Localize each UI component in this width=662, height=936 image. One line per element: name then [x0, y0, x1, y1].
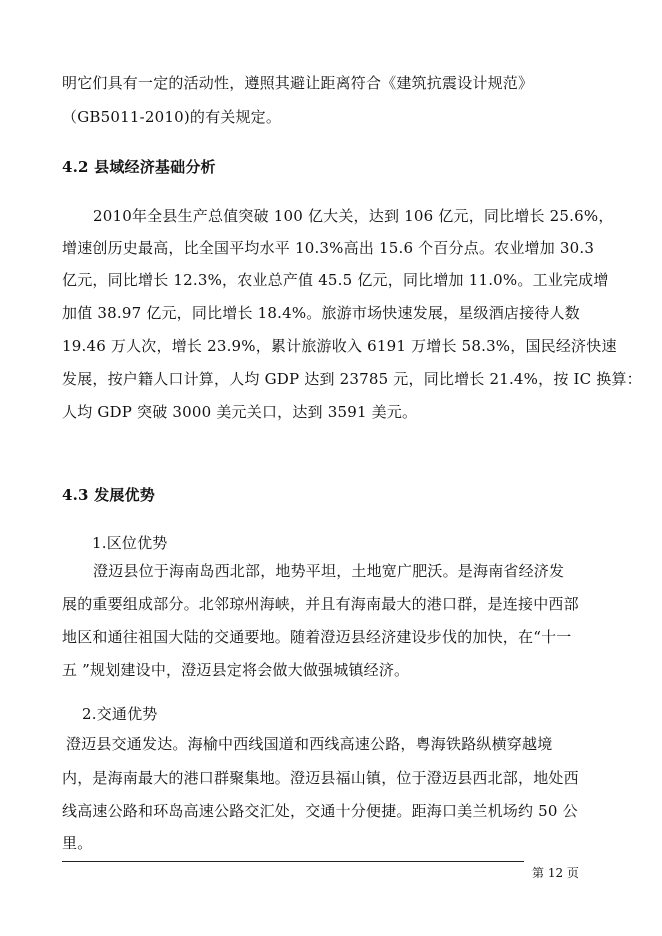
paragraph-line: 线高速公路和环岛高速公路交汇处，交通十分便捷。距海口美兰机场约 50 公	[62, 802, 578, 820]
paragraph-line: 地区和通往祖国大陆的交通要地。随着澄迈县经济建设步伐的加快，在“十一	[62, 628, 572, 646]
paragraph-line: 2010年全县生产总值突破 100 亿大关，达到 106 亿元，同比增长 25.6%，	[93, 207, 614, 225]
paragraph-line: 加值 38.97 亿元，同比增长 18.4%。旅游市场快速发展，星级酒店接待人数	[62, 304, 580, 322]
subsection-title-location: 1.区位优势	[92, 534, 168, 552]
intro-line-2: （GB5011-2010)的有关规定。	[62, 108, 282, 126]
intro-line-1: 明它们具有一定的活动性，遵照其避让距离符合《建筑抗震设计规范》	[62, 74, 534, 92]
paragraph-line: 澄迈县交通发达。海榆中西线国道和西线高速公路，粤海铁路纵横穿越境	[66, 735, 553, 753]
paragraph-line: 五 ”规划建设中，澄迈县定将会做大做强城镇经济。	[62, 661, 410, 679]
paragraph-line: 亿元，同比增长 12.3%，农业总产值 45.5 亿元，同比增加 11.0%。工业完成增	[62, 271, 609, 289]
paragraph-line: 展的重要组成部分。北邻琼州海峡，并且有海南最大的港口群，是连接中西部	[62, 595, 579, 613]
paragraph-line: 19.46 万人次，增长 23.9%，累计旅游收入 6191 万增长 58.3%，国民经济快速	[62, 337, 617, 355]
subsection-title-traffic: 2.交通优势	[82, 705, 158, 723]
section-heading-4-3: 4.3 发展优势	[62, 486, 155, 504]
paragraph-line: 增速创历史最高，比全国平均水平 10.3%高出 15.6 个百分点。农业增加 30.3	[62, 239, 595, 257]
paragraph-line: 发展，按户籍人口计算，人均 GDP 达到 23785 元，同比增长 21.4%，按 IC 换算：	[62, 370, 642, 388]
paragraph-line: 里。	[62, 834, 93, 852]
paragraph-line: 人均 GDP 突破 3000 美元关口，达到 3591 美元。	[62, 403, 418, 421]
paragraph-line: 澄迈县位于海南岛西北部，地势平坦，土地宽广肥沃。是海南省经济发	[93, 562, 565, 580]
page-number: 第 12 页	[532, 866, 579, 880]
paragraph-line: 内，是海南最大的港口群聚集地。澄迈县福山镇，位于澄迈县西北部，地处西	[62, 769, 579, 787]
footer-divider	[62, 861, 524, 862]
section-heading-4-2: 4.2 县域经济基础分析	[62, 158, 216, 176]
